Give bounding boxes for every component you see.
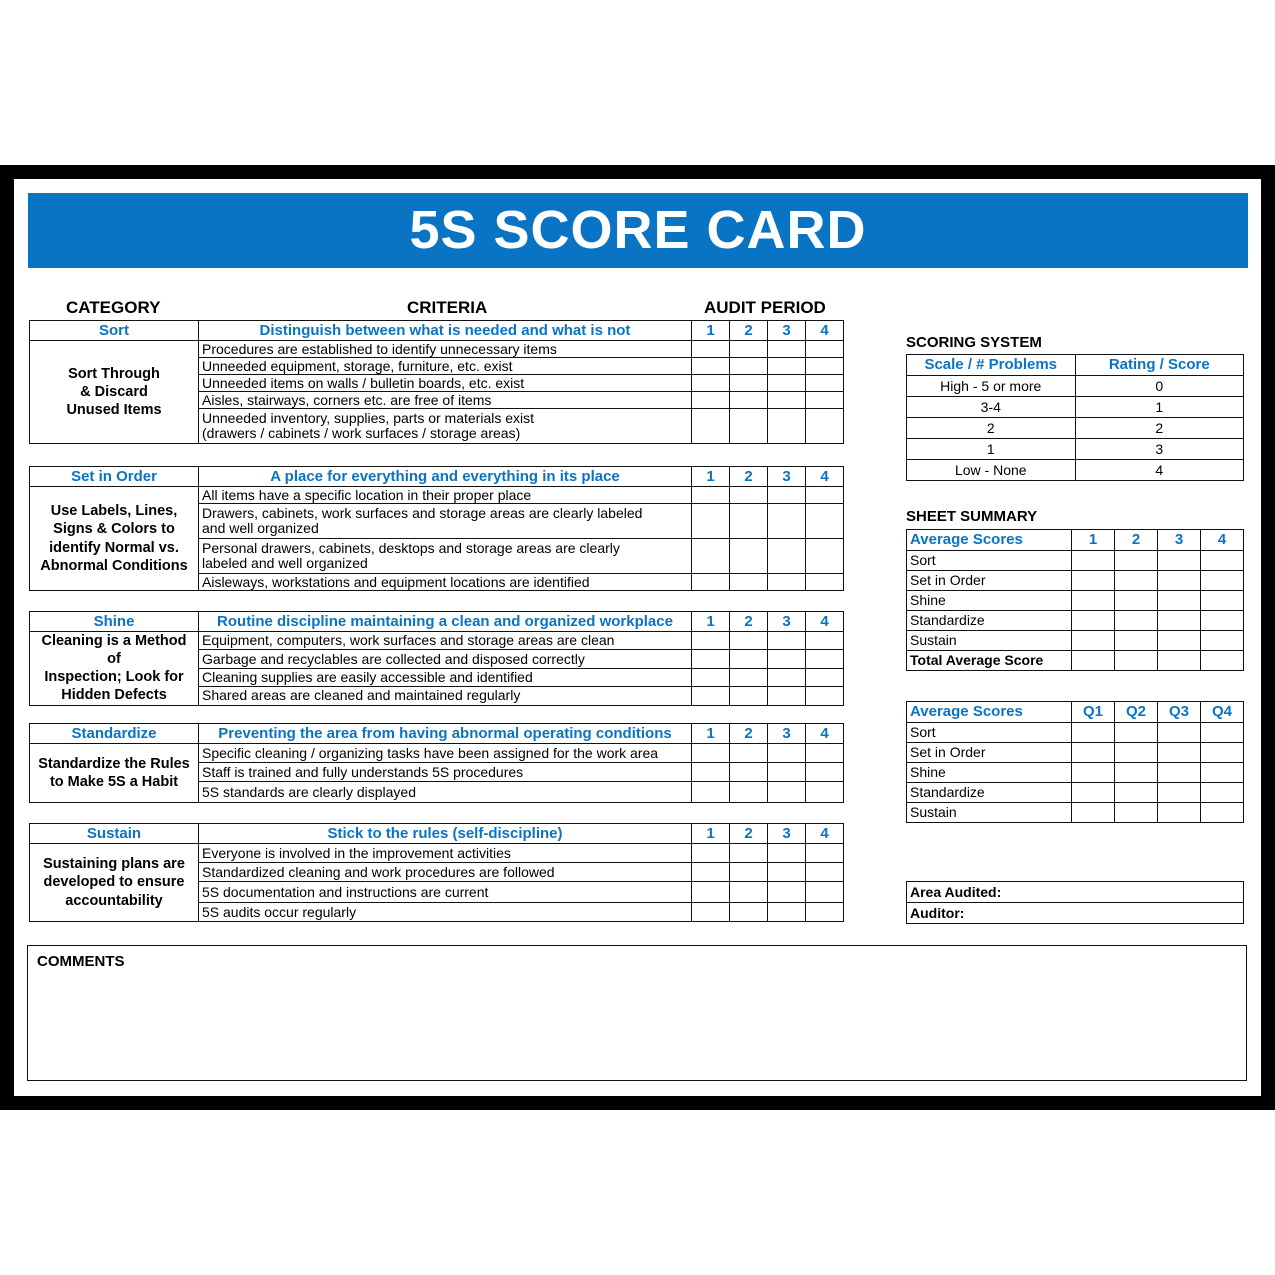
score-cell[interactable] <box>692 504 730 539</box>
summary-score-cell[interactable] <box>1072 631 1115 651</box>
summary-score-cell[interactable] <box>1158 591 1201 611</box>
score-cell[interactable] <box>692 375 730 392</box>
period-header: 1 <box>692 724 730 744</box>
score-cell[interactable] <box>806 903 844 922</box>
rating-value: 1 <box>1075 397 1244 418</box>
scoring-system-table <box>906 354 1244 481</box>
section-name: Sustain <box>30 824 199 844</box>
summary-score-cell[interactable] <box>1072 783 1115 803</box>
criteria-line: Unneeded inventory, supplies, parts or materials exist <box>202 410 535 427</box>
category-line: accountability <box>65 892 163 909</box>
total-score-cell[interactable] <box>1072 651 1115 671</box>
score-cell[interactable] <box>730 863 768 882</box>
rating-value: 2 <box>1075 418 1244 439</box>
rating-value: 4 <box>1075 460 1244 481</box>
summary-row-label: Sustain <box>907 631 1072 651</box>
summary-col-header: Q1 <box>1072 702 1115 723</box>
criteria-line: Everyone is involved in the improvement activities <box>202 844 511 861</box>
category-description <box>30 632 199 706</box>
score-cell[interactable] <box>730 358 768 375</box>
period-header: 4 <box>806 321 844 341</box>
category-description <box>30 341 199 444</box>
summary-row <box>907 551 1244 571</box>
criteria-header: CRITERIA <box>407 298 488 317</box>
score-cell[interactable] <box>692 882 730 903</box>
summary-score-cell[interactable] <box>1072 591 1115 611</box>
category-line: & Discard <box>80 383 148 400</box>
summary-row-label: Shine <box>907 591 1072 611</box>
criteria-row <box>30 341 844 358</box>
category-line: developed to ensure <box>43 874 185 891</box>
summary-score-cell[interactable] <box>1201 591 1244 611</box>
score-cell[interactable] <box>730 763 768 782</box>
criteria-line: 5S standards are clearly displayed <box>202 783 417 800</box>
scoring-row <box>907 376 1244 397</box>
category-description <box>30 744 199 803</box>
score-cell[interactable] <box>768 409 806 444</box>
period-header: 3 <box>768 612 806 632</box>
category-line: Signs & Colors to <box>53 521 175 538</box>
category-line: Cleaning is a Method of <box>41 633 187 668</box>
criteria-row <box>30 487 844 504</box>
criteria-text <box>199 650 692 668</box>
summary-score-cell[interactable] <box>1115 611 1158 631</box>
section-name: Set in Order <box>30 467 199 487</box>
score-cell[interactable] <box>730 744 768 763</box>
summary-score-cell[interactable] <box>1201 763 1244 783</box>
score-cell[interactable] <box>692 763 730 782</box>
criteria-text <box>199 744 692 763</box>
criteria-text <box>199 539 692 574</box>
category-line: to Make 5S a Habit <box>49 774 179 790</box>
summary-score-cell[interactable] <box>1158 783 1201 803</box>
summary-score-cell[interactable] <box>1158 631 1201 651</box>
score-cell[interactable] <box>730 650 768 668</box>
summary-score-cell[interactable] <box>1115 571 1158 591</box>
category-line: Hidden Defects <box>61 687 167 704</box>
rating-value: 3 <box>1075 439 1244 460</box>
criteria-line: Equipment, computers, work surfaces and storage areas are clean <box>202 632 615 649</box>
summary-score-cell[interactable] <box>1072 571 1115 591</box>
criteria-line: Unneeded equipment, storage, furniture, etc. exist <box>202 357 513 374</box>
score-cell[interactable] <box>692 687 730 705</box>
total-score-cell[interactable] <box>1115 651 1158 671</box>
criteria-row <box>30 632 844 650</box>
category-line: identify Normal vs. <box>49 539 179 556</box>
criteria-text <box>199 882 692 903</box>
section-name: Shine <box>30 612 199 632</box>
summary-score-cell[interactable] <box>1201 571 1244 591</box>
score-cell[interactable] <box>692 668 730 686</box>
score-cell[interactable] <box>768 650 806 668</box>
score-cell[interactable] <box>730 539 768 574</box>
summary-score-cell[interactable] <box>1115 803 1158 823</box>
summary-score-cell[interactable] <box>1158 551 1201 571</box>
summary-score-cell[interactable] <box>1072 611 1115 631</box>
score-cell[interactable] <box>692 358 730 375</box>
comments-box[interactable] <box>27 945 1247 1081</box>
score-cell[interactable] <box>692 341 730 358</box>
summary-score-cell[interactable] <box>1158 611 1201 631</box>
category-line: Unused Items <box>66 402 162 419</box>
score-cell[interactable] <box>768 844 806 863</box>
score-cell[interactable] <box>806 574 844 591</box>
summary-col-header: 2 <box>1115 530 1158 551</box>
summary-row <box>907 611 1244 631</box>
section-table-2 <box>29 611 844 706</box>
scale-value: Low - None <box>907 460 1076 481</box>
score-cell[interactable] <box>692 650 730 668</box>
scoring-system-title: SCORING SYSTEM <box>906 334 1042 351</box>
section-heading: Preventing the area from having abnormal operating conditions <box>199 724 692 744</box>
score-cell[interactable] <box>730 687 768 705</box>
summary-col-header: 3 <box>1158 530 1201 551</box>
period-header: 4 <box>806 467 844 487</box>
summary-score-cell[interactable] <box>1201 803 1244 823</box>
criteria-line: Personal drawers, cabinets, desktops and storage areas are clearly <box>202 540 620 557</box>
summary-col-header: Q3 <box>1158 702 1201 723</box>
score-cell[interactable] <box>806 358 844 375</box>
score-cell[interactable] <box>806 632 844 650</box>
total-score-cell[interactable] <box>1158 651 1201 671</box>
score-cell[interactable] <box>806 882 844 903</box>
summary-row-label: Set in Order <box>907 571 1072 591</box>
criteria-line: Aisles, stairways, corners etc. are free of items <box>202 391 492 408</box>
score-cell[interactable] <box>806 487 844 504</box>
summary-row <box>907 743 1244 763</box>
criteria-line: Unneeded items on walls / bulletin boards, etc. exist <box>202 374 525 391</box>
summary-row-label: Sort <box>907 723 1072 743</box>
score-cell[interactable] <box>768 375 806 392</box>
average-scores-header: Average Scores <box>907 530 1072 551</box>
scoring-row <box>907 460 1244 481</box>
score-cell[interactable] <box>730 882 768 903</box>
score-cell[interactable] <box>730 504 768 539</box>
summary-score-cell[interactable] <box>1158 743 1201 763</box>
criteria-text <box>199 409 692 444</box>
summary-row <box>907 783 1244 803</box>
score-cell[interactable] <box>806 409 844 444</box>
summary-score-cell[interactable] <box>1201 551 1244 571</box>
category-line: Use Labels, Lines, <box>50 503 178 520</box>
summary-score-cell[interactable] <box>1072 723 1115 743</box>
summary-score-cell[interactable] <box>1201 631 1244 651</box>
criteria-line: Shared areas are cleaned and maintained regularly <box>202 687 521 704</box>
summary-row-label: Sort <box>907 551 1072 571</box>
audit-info-table <box>906 881 1244 924</box>
criteria-text <box>199 668 692 686</box>
quarterly-summary-table <box>906 701 1244 823</box>
score-cell[interactable] <box>768 863 806 882</box>
section-heading: Routine discipline maintaining a clean and organized workplace <box>199 612 692 632</box>
section-name: Sort <box>30 321 199 341</box>
period-header: 3 <box>768 321 806 341</box>
score-cell[interactable] <box>692 632 730 650</box>
score-cell[interactable] <box>768 358 806 375</box>
score-cell[interactable] <box>730 487 768 504</box>
sheet-summary-title: SHEET SUMMARY <box>906 508 1038 525</box>
score-cell[interactable] <box>806 650 844 668</box>
criteria-text <box>199 844 692 863</box>
score-cell[interactable] <box>806 863 844 882</box>
criteria-text <box>199 375 692 392</box>
criteria-text <box>199 341 692 358</box>
criteria-row <box>30 844 844 863</box>
summary-score-cell[interactable] <box>1072 803 1115 823</box>
summary-row-label: Standardize <box>907 611 1072 631</box>
score-cell[interactable] <box>806 504 844 539</box>
category-line: Inspection; Look for <box>44 669 184 686</box>
summary-score-cell[interactable] <box>1158 803 1201 823</box>
period-header: 2 <box>730 612 768 632</box>
score-cell[interactable] <box>768 763 806 782</box>
summary-row <box>907 803 1244 823</box>
scale-value: 1 <box>907 439 1076 460</box>
score-cell[interactable] <box>806 392 844 409</box>
criteria-line: Specific cleaning / organizing tasks have been assigned for the work area <box>202 744 659 761</box>
score-cell[interactable] <box>806 744 844 763</box>
summary-score-cell[interactable] <box>1201 723 1244 743</box>
criteria-row <box>30 744 844 763</box>
period-header: 1 <box>692 467 730 487</box>
score-cell[interactable] <box>730 844 768 863</box>
page-title: 5S SCORE CARD <box>28 193 1248 268</box>
summary-col-header: Q4 <box>1201 702 1244 723</box>
score-cell[interactable] <box>806 687 844 705</box>
score-cell[interactable] <box>806 668 844 686</box>
score-cell[interactable] <box>730 668 768 686</box>
score-cell[interactable] <box>692 409 730 444</box>
score-cell[interactable] <box>806 375 844 392</box>
criteria-text <box>199 763 692 782</box>
summary-col-header: 4 <box>1201 530 1244 551</box>
summary-score-cell[interactable] <box>1201 611 1244 631</box>
summary-score-cell[interactable] <box>1201 783 1244 803</box>
scale-value: High - 5 or more <box>907 376 1076 397</box>
summary-col-header: 1 <box>1072 530 1115 551</box>
category-header: CATEGORY <box>66 298 161 317</box>
total-average-label: Total Average Score <box>907 651 1072 671</box>
score-cell[interactable] <box>692 844 730 863</box>
criteria-text <box>199 358 692 375</box>
summary-score-cell[interactable] <box>1115 723 1158 743</box>
criteria-text <box>199 782 692 803</box>
score-cell[interactable] <box>768 782 806 803</box>
summary-row <box>907 763 1244 783</box>
section-table-0 <box>29 320 844 444</box>
period-header: 2 <box>730 824 768 844</box>
auditor-field[interactable]: Auditor: <box>907 903 1244 924</box>
criteria-text <box>199 687 692 705</box>
summary-row-label: Sustain <box>907 803 1072 823</box>
summary-score-cell[interactable] <box>1115 591 1158 611</box>
criteria-text <box>199 632 692 650</box>
scale-header: Scale / # Problems <box>907 355 1076 376</box>
summary-score-cell[interactable] <box>1158 571 1201 591</box>
period-header: 1 <box>692 612 730 632</box>
section-heading: Distinguish between what is needed and what is not <box>199 321 692 341</box>
criteria-text <box>199 863 692 882</box>
score-cell[interactable] <box>768 504 806 539</box>
total-score-cell[interactable] <box>1201 651 1244 671</box>
area-audited-field[interactable]: Area Audited: <box>907 882 1244 903</box>
score-cell[interactable] <box>806 539 844 574</box>
period-header: 3 <box>768 467 806 487</box>
score-cell[interactable] <box>692 392 730 409</box>
summary-score-cell[interactable] <box>1158 763 1201 783</box>
score-cell[interactable] <box>768 744 806 763</box>
scale-value: 3-4 <box>907 397 1076 418</box>
summary-score-cell[interactable] <box>1072 743 1115 763</box>
category-line: Sort Through <box>68 365 160 382</box>
summary-score-cell[interactable] <box>1115 783 1158 803</box>
score-cell[interactable] <box>806 341 844 358</box>
criteria-line: Aisleways, workstations and equipment locations are identified <box>202 573 590 590</box>
criteria-text <box>199 903 692 922</box>
audit-period-header: AUDIT PERIOD <box>704 298 826 317</box>
criteria-line: Garbage and recyclables are collected and disposed correctly <box>202 650 585 667</box>
criteria-text <box>199 487 692 504</box>
criteria-line: Standardized cleaning and work procedures are followed <box>202 863 555 880</box>
summary-score-cell[interactable] <box>1201 743 1244 763</box>
summary-row <box>907 591 1244 611</box>
rating-value: 0 <box>1075 376 1244 397</box>
summary-score-cell[interactable] <box>1072 763 1115 783</box>
score-cell[interactable] <box>730 903 768 922</box>
summary-score-cell[interactable] <box>1115 763 1158 783</box>
section-table-3 <box>29 723 844 803</box>
criteria-line: (drawers / cabinets / work surfaces / storage areas) <box>202 425 521 441</box>
category-line: Standardize the Rules <box>38 755 190 772</box>
period-header: 4 <box>806 724 844 744</box>
criteria-line: Procedures are established to identify unnecessary items <box>202 340 557 357</box>
score-cell[interactable] <box>730 782 768 803</box>
average-scores-header: Average Scores <box>907 702 1072 723</box>
criteria-line: labeled and well organized <box>202 555 368 571</box>
score-cell[interactable] <box>730 341 768 358</box>
score-cell[interactable] <box>768 487 806 504</box>
scoring-row <box>907 439 1244 460</box>
score-cell[interactable] <box>692 539 730 574</box>
category-description <box>30 844 199 922</box>
score-cell[interactable] <box>692 903 730 922</box>
category-description <box>30 487 199 591</box>
criteria-line: All items have a specific location in their proper place <box>202 486 532 503</box>
summary-row-label: Shine <box>907 763 1072 783</box>
summary-row-label: Standardize <box>907 783 1072 803</box>
score-cell[interactable] <box>768 392 806 409</box>
total-row <box>907 651 1244 671</box>
period-header: 2 <box>730 321 768 341</box>
score-cell[interactable] <box>730 409 768 444</box>
category-line: Abnormal Conditions <box>40 557 188 574</box>
score-cell[interactable] <box>730 392 768 409</box>
summary-col-header: Q2 <box>1115 702 1158 723</box>
period-header: 2 <box>730 724 768 744</box>
period-header: 2 <box>730 467 768 487</box>
criteria-line: Drawers, cabinets, work surfaces and storage areas are clearly labeled <box>202 505 643 522</box>
score-cell[interactable] <box>806 844 844 863</box>
summary-row <box>907 723 1244 743</box>
score-cell[interactable] <box>768 574 806 591</box>
score-cell[interactable] <box>730 574 768 591</box>
score-cell[interactable] <box>768 668 806 686</box>
scoring-row <box>907 397 1244 418</box>
score-cell[interactable] <box>692 487 730 504</box>
section-table-1 <box>29 466 844 591</box>
criteria-line: Cleaning supplies are easily accessible and identified <box>202 669 533 686</box>
score-cell[interactable] <box>730 632 768 650</box>
score-cell[interactable] <box>730 375 768 392</box>
scoring-row <box>907 418 1244 439</box>
section-name: Standardize <box>30 724 199 744</box>
summary-score-cell[interactable] <box>1072 551 1115 571</box>
criteria-line: Staff is trained and fully understands 5S procedures <box>202 763 524 780</box>
summary-row-label: Set in Order <box>907 743 1072 763</box>
score-cell[interactable] <box>768 882 806 903</box>
score-cell[interactable] <box>806 782 844 803</box>
period-header: 1 <box>692 321 730 341</box>
criteria-line: and well organized <box>202 520 319 536</box>
period-header: 4 <box>806 612 844 632</box>
section-table-4 <box>29 823 844 922</box>
score-cell[interactable] <box>692 744 730 763</box>
summary-row <box>907 571 1244 591</box>
sheet-summary-table <box>906 529 1244 671</box>
period-header: 3 <box>768 724 806 744</box>
criteria-line: 5S documentation and instructions are current <box>202 883 489 900</box>
rating-header: Rating / Score <box>1075 355 1244 376</box>
score-cell[interactable] <box>768 341 806 358</box>
period-header: 4 <box>806 824 844 844</box>
criteria-text <box>199 504 692 539</box>
scale-value: 2 <box>907 418 1076 439</box>
summary-score-cell[interactable] <box>1158 723 1201 743</box>
section-heading: Stick to the rules (self-discipline) <box>199 824 692 844</box>
score-cell[interactable] <box>768 903 806 922</box>
score-cell[interactable] <box>806 763 844 782</box>
score-cell[interactable] <box>768 632 806 650</box>
score-cell[interactable] <box>768 687 806 705</box>
category-line: Sustaining plans are <box>43 856 185 873</box>
section-heading: A place for everything and everything in its place <box>199 467 692 487</box>
score-cell[interactable] <box>768 539 806 574</box>
period-header: 1 <box>692 824 730 844</box>
criteria-text <box>199 574 692 591</box>
score-cell[interactable] <box>692 863 730 882</box>
summary-row <box>907 631 1244 651</box>
summary-score-cell[interactable] <box>1115 743 1158 763</box>
score-cell[interactable] <box>692 574 730 591</box>
score-cell[interactable] <box>692 782 730 803</box>
comments-label: COMMENTS <box>37 953 125 970</box>
criteria-text <box>199 392 692 409</box>
criteria-line: 5S audits occur regularly <box>202 903 357 920</box>
period-header: 3 <box>768 824 806 844</box>
summary-score-cell[interactable] <box>1115 551 1158 571</box>
summary-score-cell[interactable] <box>1115 631 1158 651</box>
